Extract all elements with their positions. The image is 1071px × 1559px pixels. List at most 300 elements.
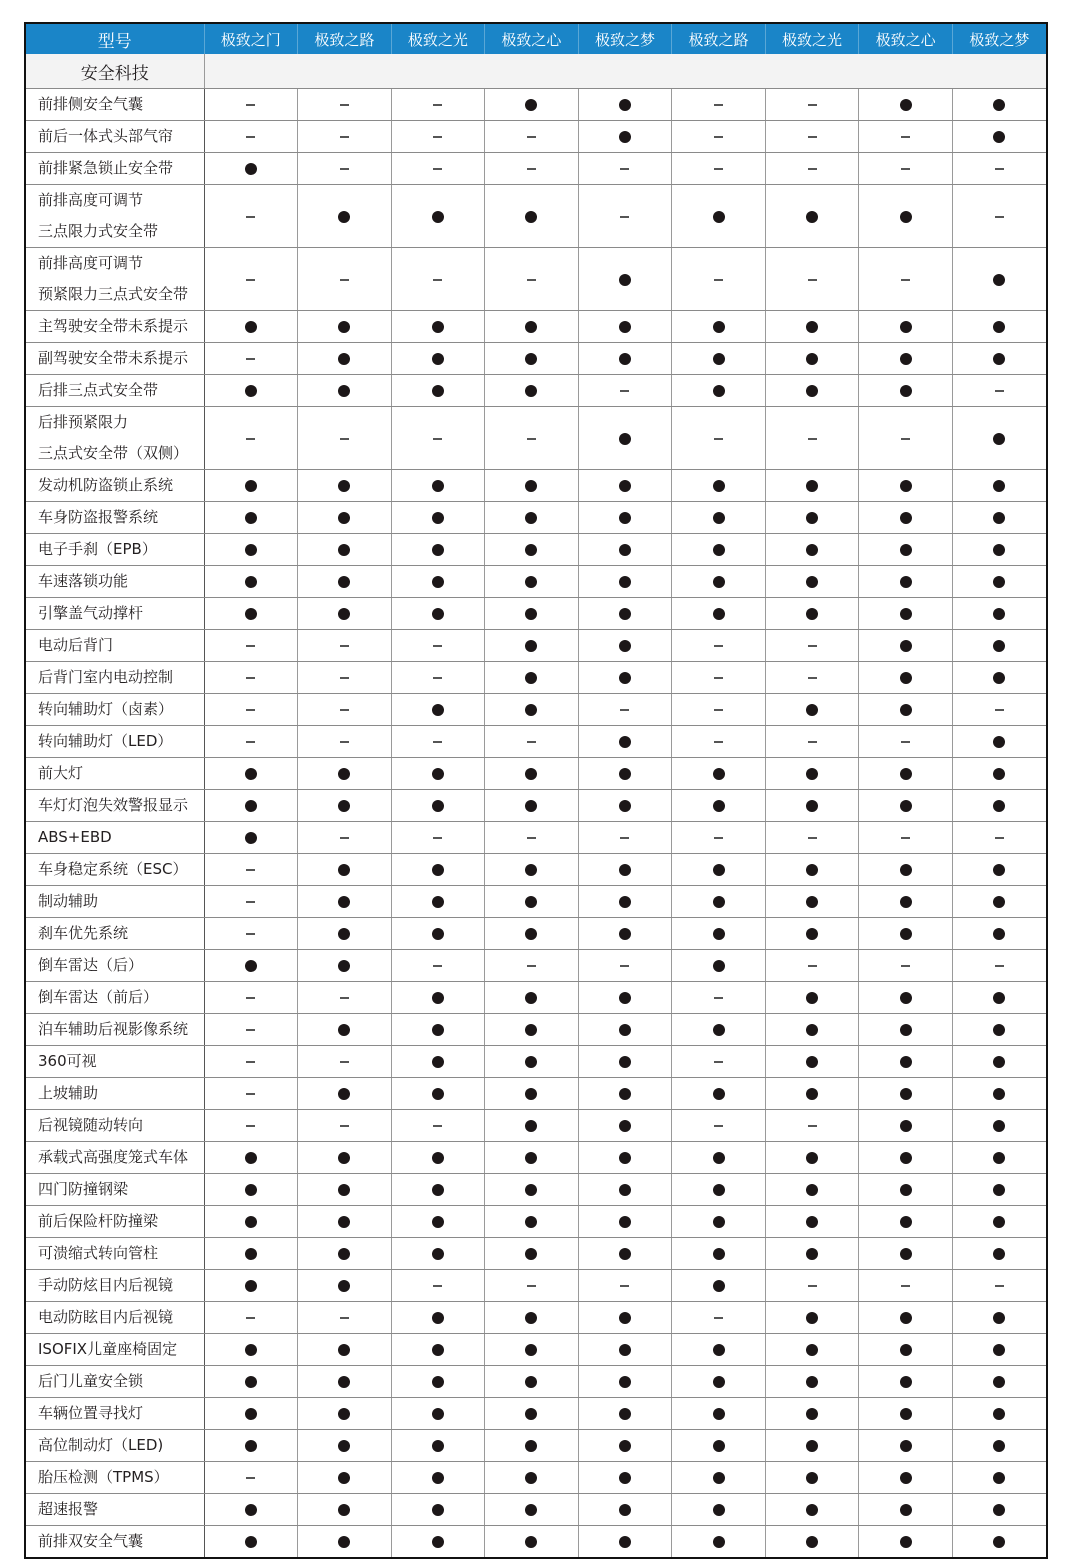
not-available-dash-icon — [808, 965, 817, 967]
standard-dot-icon — [619, 99, 631, 111]
feature-cell — [672, 598, 766, 630]
feature-cell — [578, 1014, 672, 1046]
feature-cell — [485, 1366, 579, 1398]
not-available-dash-icon — [714, 677, 723, 679]
not-available-dash-icon — [808, 677, 817, 679]
feature-cell — [952, 1494, 1046, 1526]
feature-cell — [672, 534, 766, 566]
feature-label: 前排紧急锁止安全带 — [26, 153, 204, 185]
feature-label — [26, 185, 204, 248]
feature-cell — [578, 566, 672, 598]
not-available-dash-icon — [714, 168, 723, 170]
feature-cell — [391, 630, 485, 662]
feature-cell — [298, 1046, 392, 1078]
standard-dot-icon — [245, 1376, 257, 1388]
feature-cell — [578, 311, 672, 343]
feature-cell — [765, 153, 859, 185]
feature-cell — [672, 1334, 766, 1366]
not-available-dash-icon — [246, 136, 255, 138]
feature-cell — [859, 1174, 953, 1206]
feature-label: 车辆位置寻找灯 — [26, 1398, 204, 1430]
feature-cell — [391, 502, 485, 534]
standard-dot-icon — [993, 1184, 1005, 1196]
feature-cell — [485, 1014, 579, 1046]
table-row — [26, 375, 1046, 407]
feature-cell — [672, 1270, 766, 1302]
table-row — [26, 1366, 1046, 1398]
feature-cell — [765, 1046, 859, 1078]
feature-cell — [765, 407, 859, 470]
feature-cell — [204, 89, 298, 121]
feature-label: 360可视 — [26, 1046, 204, 1078]
standard-dot-icon — [245, 1152, 257, 1164]
standard-dot-icon — [338, 960, 350, 972]
feature-cell — [578, 598, 672, 630]
standard-dot-icon — [993, 1088, 1005, 1100]
feature-cell — [578, 1270, 672, 1302]
feature-label: 四门防撞钢梁 — [26, 1174, 204, 1206]
feature-cell — [485, 311, 579, 343]
feature-label-line: 三点限力式安全带 — [38, 222, 159, 240]
standard-dot-icon — [900, 353, 912, 365]
feature-cell — [672, 1110, 766, 1142]
feature-cell — [204, 1334, 298, 1366]
feature-cell — [578, 1110, 672, 1142]
standard-dot-icon — [619, 608, 631, 620]
feature-cell — [952, 982, 1046, 1014]
standard-dot-icon — [338, 800, 350, 812]
standard-dot-icon — [619, 1088, 631, 1100]
standard-dot-icon — [806, 512, 818, 524]
not-available-dash-icon — [714, 104, 723, 106]
not-available-dash-icon — [995, 709, 1004, 711]
table-row — [26, 1046, 1046, 1078]
feature-cell — [765, 630, 859, 662]
feature-cell — [672, 1238, 766, 1270]
feature-cell — [391, 950, 485, 982]
table-row — [26, 153, 1046, 185]
table-row — [26, 311, 1046, 343]
feature-cell — [578, 1046, 672, 1078]
standard-dot-icon — [619, 1408, 631, 1420]
standard-dot-icon — [900, 576, 912, 588]
feature-cell — [391, 1366, 485, 1398]
feature-cell — [298, 886, 392, 918]
feature-cell — [485, 854, 579, 886]
feature-cell — [672, 375, 766, 407]
standard-dot-icon — [900, 1184, 912, 1196]
feature-cell — [765, 1334, 859, 1366]
feature-cell — [298, 248, 392, 311]
feature-cell — [672, 918, 766, 950]
feature-cell — [859, 534, 953, 566]
feature-cell — [952, 566, 1046, 598]
feature-label: 电动后背门 — [26, 630, 204, 662]
feature-cell — [204, 662, 298, 694]
standard-dot-icon — [900, 1056, 912, 1068]
standard-dot-icon — [806, 1376, 818, 1388]
feature-label: 主驾驶安全带未系提示 — [26, 311, 204, 343]
feature-label: 前后一体式头部气帘 — [26, 121, 204, 153]
feature-cell — [952, 470, 1046, 502]
standard-dot-icon — [338, 321, 350, 333]
not-available-dash-icon — [246, 279, 255, 281]
standard-dot-icon — [713, 480, 725, 492]
standard-dot-icon — [900, 1312, 912, 1324]
standard-dot-icon — [432, 321, 444, 333]
standard-dot-icon — [619, 896, 631, 908]
standard-dot-icon — [619, 640, 631, 652]
feature-cell — [765, 1142, 859, 1174]
feature-cell — [391, 790, 485, 822]
not-available-dash-icon — [901, 965, 910, 967]
feature-cell — [204, 1270, 298, 1302]
standard-dot-icon — [619, 736, 631, 748]
feature-cell — [765, 886, 859, 918]
table-row — [26, 89, 1046, 121]
table-row — [26, 1142, 1046, 1174]
feature-cell — [765, 1270, 859, 1302]
feature-cell — [672, 694, 766, 726]
feature-cell — [485, 1238, 579, 1270]
standard-dot-icon — [619, 1120, 631, 1132]
standard-dot-icon — [432, 1152, 444, 1164]
feature-cell — [859, 375, 953, 407]
feature-cell — [765, 1014, 859, 1046]
feature-cell — [672, 1206, 766, 1238]
feature-cell — [859, 1046, 953, 1078]
feature-cell — [672, 1494, 766, 1526]
feature-cell — [298, 1430, 392, 1462]
feature-cell — [391, 1270, 485, 1302]
feature-cell — [578, 121, 672, 153]
feature-cell — [204, 343, 298, 375]
standard-dot-icon — [432, 1088, 444, 1100]
feature-cell — [578, 185, 672, 248]
feature-cell — [578, 534, 672, 566]
model-column-header: 极致之梦 — [952, 24, 1046, 54]
not-available-dash-icon — [433, 965, 442, 967]
feature-cell — [578, 1206, 672, 1238]
feature-cell — [672, 1366, 766, 1398]
feature-cell — [485, 248, 579, 311]
not-available-dash-icon — [808, 1285, 817, 1287]
standard-dot-icon — [993, 992, 1005, 1004]
standard-dot-icon — [619, 131, 631, 143]
table-row — [26, 1270, 1046, 1302]
not-available-dash-icon — [246, 933, 255, 935]
feature-cell — [204, 153, 298, 185]
feature-cell — [952, 886, 1046, 918]
feature-label: 车速落锁功能 — [26, 566, 204, 598]
feature-cell — [485, 918, 579, 950]
standard-dot-icon — [806, 992, 818, 1004]
feature-cell — [578, 694, 672, 726]
feature-cell — [391, 153, 485, 185]
feature-cell — [204, 375, 298, 407]
standard-dot-icon — [993, 928, 1005, 940]
feature-cell — [391, 534, 485, 566]
standard-dot-icon — [713, 353, 725, 365]
standard-dot-icon — [713, 1088, 725, 1100]
feature-cell — [485, 950, 579, 982]
standard-dot-icon — [806, 1536, 818, 1548]
feature-cell — [578, 1398, 672, 1430]
feature-cell — [391, 662, 485, 694]
feature-cell — [485, 1174, 579, 1206]
feature-cell — [391, 1174, 485, 1206]
feature-cell — [765, 726, 859, 758]
feature-cell — [298, 630, 392, 662]
table-row — [26, 886, 1046, 918]
not-available-dash-icon — [433, 136, 442, 138]
not-available-dash-icon — [901, 837, 910, 839]
not-available-dash-icon — [246, 1029, 255, 1031]
feature-cell — [485, 89, 579, 121]
feature-cell — [485, 153, 579, 185]
standard-dot-icon — [338, 864, 350, 876]
not-available-dash-icon — [246, 358, 255, 360]
feature-cell — [391, 407, 485, 470]
feature-cell — [765, 598, 859, 630]
feature-cell — [952, 1302, 1046, 1334]
standard-dot-icon — [993, 321, 1005, 333]
not-available-dash-icon — [246, 741, 255, 743]
model-column-header: 极致之心 — [859, 24, 953, 54]
feature-cell — [578, 502, 672, 534]
not-available-dash-icon — [246, 709, 255, 711]
standard-dot-icon — [806, 1408, 818, 1420]
standard-dot-icon — [525, 385, 537, 397]
not-available-dash-icon — [995, 965, 1004, 967]
feature-cell — [578, 630, 672, 662]
standard-dot-icon — [900, 321, 912, 333]
feature-cell — [672, 121, 766, 153]
standard-dot-icon — [432, 864, 444, 876]
feature-cell — [578, 918, 672, 950]
not-available-dash-icon — [714, 997, 723, 999]
feature-cell — [765, 1494, 859, 1526]
feature-cell — [298, 534, 392, 566]
feature-cell — [672, 311, 766, 343]
not-available-dash-icon — [714, 645, 723, 647]
table-row — [26, 121, 1046, 153]
standard-dot-icon — [432, 1312, 444, 1324]
standard-dot-icon — [713, 928, 725, 940]
standard-dot-icon — [713, 321, 725, 333]
feature-label: 倒车雷达（前后） — [26, 982, 204, 1014]
feature-cell — [672, 758, 766, 790]
feature-cell — [204, 886, 298, 918]
standard-dot-icon — [338, 1152, 350, 1164]
standard-dot-icon — [993, 768, 1005, 780]
feature-cell — [859, 662, 953, 694]
standard-dot-icon — [338, 385, 350, 397]
standard-dot-icon — [806, 928, 818, 940]
standard-dot-icon — [432, 1216, 444, 1228]
feature-cell — [578, 1174, 672, 1206]
not-available-dash-icon — [620, 965, 629, 967]
feature-cell — [765, 1366, 859, 1398]
feature-cell — [765, 1078, 859, 1110]
table-row — [26, 630, 1046, 662]
table-row — [26, 854, 1046, 886]
standard-dot-icon — [338, 1088, 350, 1100]
standard-dot-icon — [806, 896, 818, 908]
not-available-dash-icon — [433, 1125, 442, 1127]
standard-dot-icon — [900, 1120, 912, 1132]
not-available-dash-icon — [901, 279, 910, 281]
feature-cell — [765, 822, 859, 854]
feature-cell — [204, 1014, 298, 1046]
feature-cell — [859, 502, 953, 534]
table-row — [26, 758, 1046, 790]
feature-cell — [391, 726, 485, 758]
feature-cell — [485, 1078, 579, 1110]
standard-dot-icon — [338, 1376, 350, 1388]
standard-dot-icon — [338, 768, 350, 780]
not-available-dash-icon — [340, 709, 349, 711]
standard-dot-icon — [900, 1088, 912, 1100]
not-available-dash-icon — [808, 1125, 817, 1127]
standard-dot-icon — [432, 1184, 444, 1196]
feature-label-line: 预紧限力三点式安全带 — [38, 285, 189, 303]
feature-cell — [765, 1110, 859, 1142]
standard-dot-icon — [619, 768, 631, 780]
standard-dot-icon — [619, 274, 631, 286]
feature-cell — [485, 1334, 579, 1366]
feature-cell — [765, 311, 859, 343]
standard-dot-icon — [993, 672, 1005, 684]
standard-dot-icon — [713, 1472, 725, 1484]
not-available-dash-icon — [340, 741, 349, 743]
standard-dot-icon — [900, 672, 912, 684]
standard-dot-icon — [525, 1152, 537, 1164]
not-available-dash-icon — [433, 677, 442, 679]
feature-cell — [485, 1206, 579, 1238]
standard-dot-icon — [432, 211, 444, 223]
standard-dot-icon — [619, 1152, 631, 1164]
feature-cell — [578, 758, 672, 790]
table-row — [26, 982, 1046, 1014]
feature-cell — [391, 470, 485, 502]
feature-label-line: 前排高度可调节 — [38, 254, 144, 272]
feature-cell — [578, 1302, 672, 1334]
feature-label: 后门儿童安全锁 — [26, 1366, 204, 1398]
feature-cell — [578, 1078, 672, 1110]
standard-dot-icon — [900, 544, 912, 556]
standard-dot-icon — [900, 992, 912, 1004]
feature-cell — [298, 598, 392, 630]
standard-dot-icon — [432, 896, 444, 908]
standard-dot-icon — [619, 576, 631, 588]
feature-cell — [672, 153, 766, 185]
not-available-dash-icon — [714, 1125, 723, 1127]
standard-dot-icon — [713, 1440, 725, 1452]
standard-dot-icon — [713, 1408, 725, 1420]
feature-cell — [859, 886, 953, 918]
feature-cell — [485, 470, 579, 502]
standard-dot-icon — [525, 896, 537, 908]
feature-label — [26, 407, 204, 470]
feature-cell — [298, 694, 392, 726]
standard-dot-icon — [245, 480, 257, 492]
standard-dot-icon — [432, 1472, 444, 1484]
feature-cell — [204, 1142, 298, 1174]
feature-cell — [578, 1430, 672, 1462]
feature-cell — [672, 822, 766, 854]
standard-dot-icon — [525, 1024, 537, 1036]
feature-cell — [204, 950, 298, 982]
feature-cell — [485, 1046, 579, 1078]
standard-dot-icon — [713, 1024, 725, 1036]
standard-dot-icon — [900, 99, 912, 111]
feature-cell — [859, 1206, 953, 1238]
feature-cell — [672, 1142, 766, 1174]
feature-cell — [485, 886, 579, 918]
feature-cell — [859, 1078, 953, 1110]
feature-cell — [765, 1206, 859, 1238]
feature-cell — [391, 1302, 485, 1334]
standard-dot-icon — [900, 1440, 912, 1452]
table-row — [26, 1334, 1046, 1366]
standard-dot-icon — [806, 800, 818, 812]
not-available-dash-icon — [995, 1285, 1004, 1287]
feature-cell — [204, 1430, 298, 1462]
standard-dot-icon — [338, 1024, 350, 1036]
feature-cell — [859, 1142, 953, 1174]
feature-cell — [204, 822, 298, 854]
feature-cell — [859, 311, 953, 343]
standard-dot-icon — [900, 640, 912, 652]
table-row — [26, 1014, 1046, 1046]
feature-label: 上坡辅助 — [26, 1078, 204, 1110]
standard-dot-icon — [713, 896, 725, 908]
standard-dot-icon — [245, 1248, 257, 1260]
standard-dot-icon — [993, 896, 1005, 908]
feature-cell — [391, 121, 485, 153]
feature-cell — [578, 248, 672, 311]
feature-cell — [952, 534, 1046, 566]
not-available-dash-icon — [246, 869, 255, 871]
table-row — [26, 1110, 1046, 1142]
standard-dot-icon — [806, 1440, 818, 1452]
feature-cell — [859, 1366, 953, 1398]
standard-dot-icon — [900, 864, 912, 876]
standard-dot-icon — [619, 1440, 631, 1452]
feature-cell — [391, 1014, 485, 1046]
standard-dot-icon — [619, 1376, 631, 1388]
standard-dot-icon — [993, 433, 1005, 445]
feature-cell — [859, 1238, 953, 1270]
standard-dot-icon — [993, 480, 1005, 492]
feature-cell — [672, 630, 766, 662]
standard-dot-icon — [900, 1216, 912, 1228]
standard-dot-icon — [713, 1216, 725, 1228]
feature-label — [26, 248, 204, 311]
feature-cell — [859, 822, 953, 854]
feature-cell — [298, 758, 392, 790]
feature-cell — [204, 982, 298, 1014]
feature-cell — [859, 1398, 953, 1430]
standard-dot-icon — [338, 896, 350, 908]
feature-label: 后背门室内电动控制 — [26, 662, 204, 694]
feature-cell — [765, 470, 859, 502]
feature-cell — [672, 854, 766, 886]
feature-cell — [672, 950, 766, 982]
not-available-dash-icon — [808, 741, 817, 743]
feature-cell — [578, 153, 672, 185]
